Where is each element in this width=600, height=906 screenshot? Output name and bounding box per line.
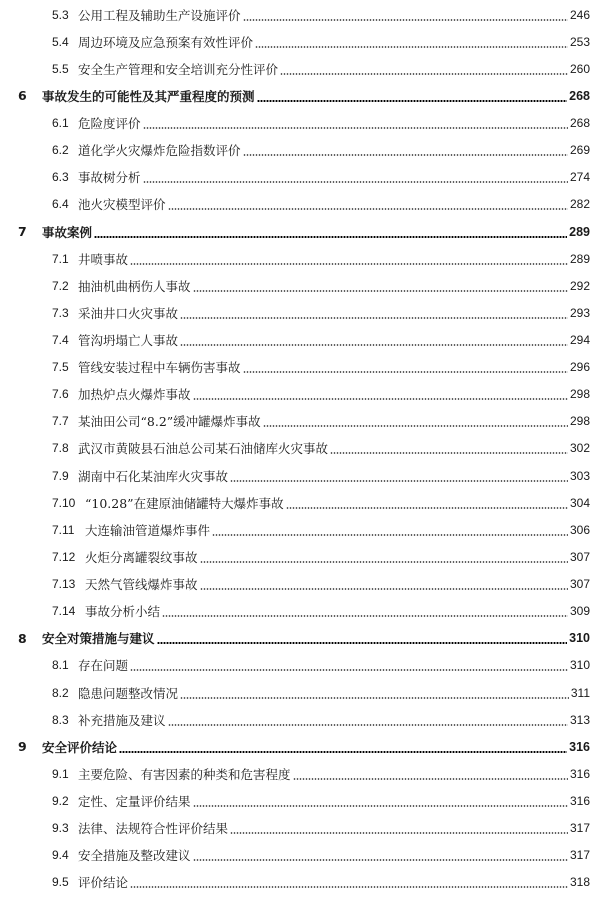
toc-leader-dots <box>130 263 568 265</box>
toc-entry <box>0 815 590 842</box>
toc-entry <box>0 869 590 896</box>
toc-entry-number: 7.8 <box>52 441 69 456</box>
toc-section-row[interactable] <box>0 652 600 679</box>
toc-section-row[interactable] <box>0 191 600 218</box>
toc-leader-dots <box>293 778 568 780</box>
toc-entry-number: 7.11 <box>52 522 75 537</box>
toc-entry-title: 采油井口火灾事故 <box>78 305 179 321</box>
toc-entry-title: 安全评价结论 <box>42 739 118 755</box>
toc-entry-number: 6.2 <box>52 143 69 158</box>
toc-entry <box>0 218 590 245</box>
toc-page-number: 304 <box>569 495 590 510</box>
toc-entry-number: 7.10 <box>52 495 76 510</box>
toc-entry-title: 存在问题 <box>78 658 129 674</box>
toc-entry-number: 5.4 <box>52 34 69 49</box>
toc-page-number: 268 <box>569 88 590 103</box>
toc-section-row[interactable] <box>0 272 600 299</box>
toc-section-row[interactable] <box>0 516 600 543</box>
toc-leader-dots <box>168 724 568 726</box>
toc-entry-title: 定性、定量评价结果 <box>78 794 191 810</box>
toc-section-row[interactable] <box>0 245 600 272</box>
toc-entry-title: 火炬分离罐裂纹事故 <box>85 549 198 565</box>
toc-entry-title: 危险度评价 <box>78 116 141 132</box>
toc-entry-number: 7.2 <box>52 278 69 293</box>
toc-entry-number: 6.4 <box>52 197 69 212</box>
toc-entry <box>0 679 590 706</box>
toc-section-row[interactable] <box>0 381 600 408</box>
toc-section-row[interactable] <box>0 679 600 706</box>
toc-page-number: 292 <box>569 278 590 293</box>
toc-page-number: 317 <box>569 848 590 863</box>
toc-entry-number: 6 <box>18 88 27 104</box>
toc-entry <box>0 381 590 408</box>
toc-entry-number: 8.2 <box>52 685 69 700</box>
toc-entry-title: 管沟坍塌亡人事故 <box>78 332 179 348</box>
toc-entry-number: 9.1 <box>52 766 69 781</box>
toc-entry <box>0 733 590 760</box>
toc-leader-dots <box>243 154 568 156</box>
toc-section-row[interactable] <box>0 869 600 896</box>
toc-entry-number: 6.3 <box>52 170 69 185</box>
toc-entry <box>0 652 590 679</box>
toc-entry-number: 7.5 <box>52 360 69 375</box>
toc-section-row[interactable] <box>0 598 600 625</box>
toc-entry-number: 9.4 <box>52 848 69 863</box>
toc-entry <box>0 706 590 733</box>
toc-page-number: 309 <box>569 604 590 619</box>
toc-entry <box>0 1 590 28</box>
toc-leader-dots <box>200 588 568 590</box>
toc-entry-number: 7.6 <box>52 387 69 402</box>
toc-entry-number: 6.1 <box>52 116 69 131</box>
toc-leader-dots <box>255 46 568 48</box>
toc-chapter-row[interactable] <box>0 733 600 760</box>
toc-leader-dots <box>94 236 567 238</box>
toc-entry <box>0 245 590 272</box>
toc-leader-dots <box>193 859 568 861</box>
toc-leader-dots <box>200 561 568 563</box>
toc-section-row[interactable] <box>0 299 600 326</box>
toc-entry <box>0 787 590 814</box>
toc-leader-dots <box>168 208 568 210</box>
toc-entry-title: 评价结论 <box>78 875 129 891</box>
toc-entry-title: 安全措施及整改建议 <box>78 848 191 864</box>
toc-entry <box>0 191 590 218</box>
toc-leader-dots <box>243 19 568 21</box>
toc-entry-title: 事故发生的可能性及其严重程度的预测 <box>42 88 255 104</box>
toc-entry-number: 9.3 <box>52 821 69 836</box>
toc-entry <box>0 55 590 82</box>
toc-page-number: 282 <box>569 197 590 212</box>
toc-page-number: 246 <box>569 7 590 22</box>
toc-section-row[interactable] <box>0 571 600 598</box>
toc-entry-number: 5.5 <box>52 61 69 76</box>
toc-entry-title: 安全对策措施与建议 <box>42 631 155 647</box>
toc-page-number: 294 <box>569 332 590 347</box>
toc-leader-dots <box>230 832 568 834</box>
toc-page-number: 296 <box>569 360 590 375</box>
toc-leader-dots <box>162 615 568 617</box>
toc-leader-dots <box>286 507 568 509</box>
toc-leader-dots <box>330 452 568 454</box>
toc-page-number: 306 <box>569 522 590 537</box>
toc-entry-title: 公用工程及辅助生产设施评价 <box>78 7 241 23</box>
toc-entry <box>0 408 590 435</box>
toc-page-number: 316 <box>569 794 590 809</box>
toc-entry <box>0 299 590 326</box>
toc-entry-title: 周边环境及应急预案有效性评价 <box>78 34 254 50</box>
toc-page-number: 302 <box>569 441 590 456</box>
toc-entry-title: 抽油机曲柄伤人事故 <box>78 278 191 294</box>
toc-page-number: 289 <box>569 251 590 266</box>
toc-entry-title: 天然气管线爆炸事故 <box>85 577 198 593</box>
toc-entry-number: 9.5 <box>52 875 69 890</box>
toc-section-row[interactable] <box>0 842 600 869</box>
toc-page-number: 307 <box>569 577 590 592</box>
toc-page-number: 317 <box>569 821 590 836</box>
toc-entry <box>0 462 590 489</box>
toc-page-number: 318 <box>569 875 590 890</box>
toc-leader-dots <box>180 317 568 319</box>
toc-section-row[interactable] <box>0 706 600 733</box>
toc-page-number: 268 <box>569 116 590 131</box>
toc-section-row[interactable] <box>0 164 600 191</box>
toc-page-number: 303 <box>569 468 590 483</box>
toc-entry-title: 主要危险、有害因素的种类和危害程度 <box>78 766 291 782</box>
toc-entry-title: “10.28”在建原油储罐特大爆炸事故 <box>85 495 284 511</box>
toc-entry-title: 某油田公司“8.2”缓冲罐爆炸事故 <box>78 414 261 430</box>
toc-entry-title: 事故树分析 <box>78 170 141 186</box>
toc-entry-title: 隐患问题整改情况 <box>78 685 179 701</box>
toc-page-number: 298 <box>569 387 590 402</box>
toc-section-row[interactable] <box>0 28 600 55</box>
toc-entry-number: 7 <box>18 224 27 239</box>
toc-page-number: 269 <box>569 143 590 158</box>
toc-section-row[interactable] <box>0 109 600 136</box>
toc-entry <box>0 354 590 381</box>
toc-section-row[interactable] <box>0 1 600 28</box>
toc-page-number: 316 <box>569 766 590 781</box>
toc-entry-number: 9 <box>18 739 27 755</box>
toc-entry <box>0 489 590 516</box>
toc-section-row[interactable] <box>0 815 600 842</box>
toc-entry <box>0 571 590 598</box>
toc-page-number: 311 <box>570 685 590 700</box>
toc-entry <box>0 272 590 299</box>
toc-entry-number: 8.3 <box>52 712 69 727</box>
toc-leader-dots <box>143 181 568 183</box>
toc-leader-dots <box>263 425 568 427</box>
toc-entry-title: 池火灾模型评价 <box>78 197 166 213</box>
toc-entry-number: 8.1 <box>52 658 69 673</box>
toc-entry-number: 9.2 <box>52 794 69 809</box>
toc-entry <box>0 109 590 136</box>
toc-entry-number: 7.3 <box>52 305 69 320</box>
toc-section-row[interactable] <box>0 760 600 787</box>
toc-page-number: 253 <box>569 34 590 49</box>
toc-entry <box>0 435 590 462</box>
toc-section-row[interactable] <box>0 354 600 381</box>
toc-section-row[interactable] <box>0 543 600 570</box>
toc-entry-number: 7.1 <box>52 251 69 266</box>
toc-section-row[interactable] <box>0 462 600 489</box>
toc-entry-number: 7.13 <box>52 577 76 592</box>
toc-entry <box>0 82 590 109</box>
toc-page-number: 289 <box>569 224 590 239</box>
toc-entry-title: 补充措施及建议 <box>78 712 166 728</box>
toc-entry <box>0 543 590 570</box>
toc-entry-title: 加热炉点火爆炸事故 <box>78 387 191 403</box>
toc-leader-dots <box>180 344 568 346</box>
toc-entry <box>0 842 590 869</box>
toc-leader-dots <box>257 100 568 102</box>
toc-entry <box>0 137 590 164</box>
toc-chapter-row[interactable] <box>0 625 600 652</box>
toc-page-number: 310 <box>569 631 590 646</box>
toc-entry-title: 大连输油管道爆炸事件 <box>85 522 211 538</box>
toc-entry-number: 7.9 <box>52 468 69 483</box>
toc-entry <box>0 326 590 353</box>
toc-entry-title: 管线安装过程中车辆伤害事故 <box>78 360 241 376</box>
toc-entry-number: 7.7 <box>52 414 69 429</box>
toc-leader-dots <box>130 886 568 888</box>
toc-section-row[interactable] <box>0 55 600 82</box>
toc-entry-title: 事故分析小结 <box>85 604 161 620</box>
toc-section-row[interactable] <box>0 408 600 435</box>
toc-section-row[interactable] <box>0 326 600 353</box>
toc-entry <box>0 625 590 652</box>
toc-entry-number: 7.12 <box>52 549 76 564</box>
toc-leader-dots <box>193 398 568 400</box>
toc-section-row[interactable] <box>0 435 600 462</box>
toc-leader-dots <box>193 805 568 807</box>
toc-entry-title: 事故案例 <box>42 224 93 240</box>
toc-page-number: 298 <box>569 414 590 429</box>
toc-page-number: 316 <box>569 739 590 754</box>
toc-entry <box>0 164 590 191</box>
toc-section-row[interactable] <box>0 489 600 516</box>
toc-page-number: 260 <box>569 61 590 76</box>
toc-leader-dots <box>180 697 569 699</box>
toc-section-row[interactable] <box>0 787 600 814</box>
toc-leader-dots <box>130 669 568 671</box>
toc-leader-dots <box>193 290 568 292</box>
toc-chapter-row[interactable] <box>0 218 600 245</box>
toc-leader-dots <box>243 371 568 373</box>
toc-leader-dots <box>280 73 568 75</box>
toc-entry-number: 7.4 <box>52 332 69 347</box>
toc-entry <box>0 516 590 543</box>
toc-entry-number: 7.14 <box>52 604 76 619</box>
toc-entry <box>0 760 590 787</box>
toc-leader-dots <box>119 751 567 753</box>
toc-entry-title: 安全生产管理和安全培训充分性评价 <box>78 61 279 77</box>
toc-entry-title: 井喷事故 <box>78 251 129 267</box>
toc-chapter-row[interactable] <box>0 82 600 109</box>
toc-leader-dots <box>157 642 568 644</box>
toc-entry-title: 武汉市黄陂县石油总公司某石油储库火灾事故 <box>78 441 329 457</box>
toc-entry <box>0 28 590 55</box>
toc-page-number: 293 <box>569 305 590 320</box>
toc-page-number: 274 <box>569 170 590 185</box>
toc-leader-dots <box>143 127 568 129</box>
toc-leader-dots <box>212 534 568 536</box>
toc-entry-title: 湖南中石化某油库火灾事故 <box>78 468 229 484</box>
toc-entry <box>0 598 590 625</box>
toc-leader-dots <box>230 480 568 482</box>
toc-page-number: 307 <box>569 549 590 564</box>
toc-page-number: 313 <box>569 712 590 727</box>
toc-entry-title: 道化学火灾爆炸危险指数评价 <box>78 143 241 159</box>
toc-entry-number: 8 <box>18 630 27 646</box>
toc-entry-title: 法律、法规符合性评价结果 <box>78 821 229 837</box>
toc-page-number: 310 <box>569 658 590 673</box>
toc-section-row[interactable] <box>0 137 600 164</box>
toc-entry-number: 5.3 <box>52 7 69 22</box>
